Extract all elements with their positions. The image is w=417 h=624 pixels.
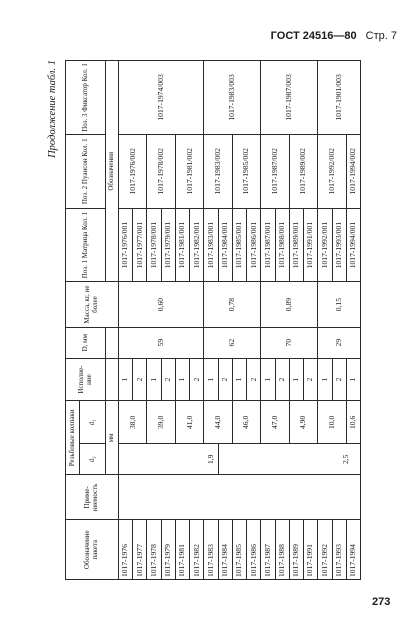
row-pkg: 1017-1982 [190,520,204,580]
row-punch: 1017-1992/002 [318,134,346,208]
col-applicability: Приме-няемость [66,475,119,520]
row-matrix: 1017-1977/001 [133,208,147,282]
row-matrix: 1017-1985/001 [232,208,246,282]
row-matrix: 1017-1989/001 [289,208,303,282]
row-punch: 1017-1985/002 [232,134,260,208]
row-d1: 38,0 [119,401,147,444]
row-pkg: 1017-1987 [261,520,275,580]
row-matrix: 1017-1993/001 [332,208,346,282]
row-exec: 2 [161,358,175,401]
row-punch: 1017-1978/002 [147,134,175,208]
row-matrix: 1017-1994/001 [346,208,360,282]
row-mass: 0,15 [318,282,361,327]
row-pkg: 1017-1985 [232,520,246,580]
continuation-title: Продолжение табл. 1 [47,60,58,158]
row-fixer: 1017-1974/003 [119,61,204,135]
row-d1: 10,0 [318,401,346,444]
row-pkg: 1017-1986 [247,520,261,580]
col-D: D, мм [66,327,106,358]
row-matrix: 1017-1992/001 [318,208,332,282]
row-exec: 1 [119,358,133,401]
row-exec: 2 [332,358,346,401]
row-punch: 1017-1989/002 [289,134,317,208]
row-D: 62 [204,327,261,358]
col-units-mm: мм [106,401,119,475]
col-execution: Исполне-ние [66,358,106,401]
row-exec: 1 [204,358,218,401]
row-punch: 1017-1981/002 [175,134,203,208]
row-exec: 1 [289,358,303,401]
row-matrix: 1017-1991/001 [304,208,318,282]
col-mass: Масса, кг, не более [66,282,119,327]
col-thread-group: Резьбовые колпаки [66,401,80,475]
col-d2: d₂ [80,444,106,475]
row-D: 70 [261,327,318,358]
row-matrix: 1017-1976/001 [119,208,133,282]
row-pkg: 1017-1984 [218,520,232,580]
row-matrix: 1017-1978/001 [147,208,161,282]
row-exec: 1 [318,358,332,401]
row-fixer: 1017-1983/003 [204,61,261,135]
row-exec: 2 [247,358,261,401]
row-d1: 46,0 [232,401,260,444]
row-pkg: 1017-1983 [204,520,218,580]
row-pkg: 1017-1993 [332,520,346,580]
row-exec: 1 [232,358,246,401]
row-punch: 1017-1994/002 [346,134,360,208]
row-pkg: 1017-1979 [161,520,175,580]
col-pos2: Поз. 2 Пуансон Кол. 1 [66,134,106,208]
row-mass: 0,60 [119,282,204,327]
col-designations: Обозначения [106,61,119,282]
row-matrix: 1017-1983/001 [204,208,218,282]
row-punch: 1017-1976/002 [119,134,147,208]
row-pkg: 1017-1988 [275,520,289,580]
row-matrix: 1017-1979/001 [161,208,175,282]
row-d1: 39,0 [147,401,175,444]
row-d1: 44,0 [204,401,232,444]
row-matrix: 1017-1987/001 [261,208,275,282]
row-matrix: 1017-1981/001 [175,208,189,282]
row-exec: 1 [175,358,189,401]
row-d1: 47,0 [261,401,289,444]
row-fixer: 1017-1987/003 [261,61,318,135]
row-exec: 2 [190,358,204,401]
row-exec: 1 [346,358,360,401]
row-pkg: 1017-1992 [318,520,332,580]
row-matrix: 1017-1982/001 [190,208,204,282]
row-D: 59 [119,327,204,358]
row-exec: 1 [261,358,275,401]
row-punch: 1017-1987/002 [261,134,289,208]
row-exec: 2 [133,358,147,401]
row-exec: 1 [147,358,161,401]
row-d1: 4,90 [289,401,317,444]
row-exec: 2 [275,358,289,401]
row-mass: 0,89 [261,282,318,327]
col-designation: Обозначение пакета [66,520,119,580]
page-number: 273 [372,596,391,608]
row-pkg: 1017-1994 [346,520,360,580]
row-d1: 41,0 [175,401,203,444]
col-d1: d₁ [80,401,106,444]
row-D: 29 [318,327,361,358]
row-d2: 1,9 [204,444,218,475]
col-pos1: Поз. 1 Матрица Кол. 1 [66,208,106,282]
row-exec: 2 [218,358,232,401]
row-matrix: 1017-1984/001 [218,208,232,282]
row-pkg: 1017-1976 [119,520,133,580]
standard-code: ГОСТ 24516—80 [270,30,357,42]
row-matrix: 1017-1986/001 [247,208,261,282]
parts-table [65,60,361,580]
row-pkg: 1017-1978 [147,520,161,580]
page-header [271,30,397,42]
row-d1: 10,6 [346,401,360,444]
row-pkg: 1017-1977 [133,520,147,580]
row-mass: 0,78 [204,282,261,327]
row-d2: 2,5 [332,444,360,475]
rotated-table-block [47,60,362,580]
row-pkg: 1017-1989 [289,520,303,580]
row-fixer: 1017-1901/003 [318,61,361,135]
row-pkg: 1017-1991 [304,520,318,580]
row-punch: 1017-1983/002 [204,134,232,208]
row-exec: 2 [304,358,318,401]
row-pkg: 1017-1981 [175,520,189,580]
col-pos3: Поз. 3 Фиксатор Кол. 1 [66,61,106,135]
row-matrix: 1017-1988/001 [275,208,289,282]
page-label: Стр. 7 [365,30,397,42]
